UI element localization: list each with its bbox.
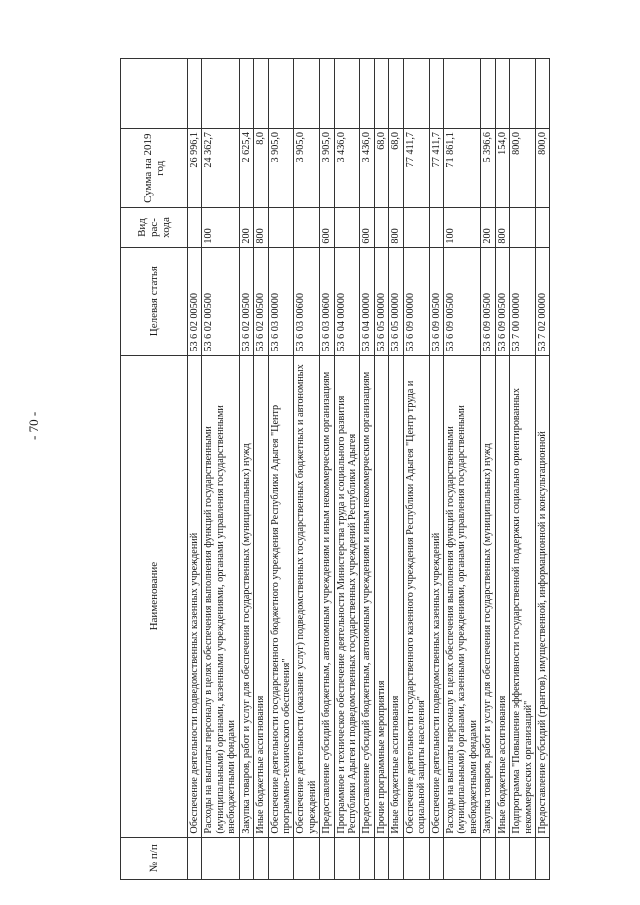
cell-kind: 800 xyxy=(495,208,509,247)
cell-kind: 800 xyxy=(254,208,268,247)
cell-empty xyxy=(495,59,509,129)
cell-kind xyxy=(374,208,388,247)
cell-num xyxy=(535,837,549,879)
header-num: № п/п xyxy=(121,837,188,879)
cell-num xyxy=(268,837,294,879)
cell-name: Предоставление субсидий (грантов), имущественной, информационной и консультационной xyxy=(535,355,549,837)
cell-sum: 26 996,1 xyxy=(188,128,202,207)
table-row xyxy=(389,59,403,880)
cell-name: Обеспечение деятельности государственного бюджетного учреждения Республики Адыгея "Центр программно-технического обеспечения" xyxy=(268,355,294,837)
cell-sum: 3 436,0 xyxy=(334,128,360,207)
cell-sum: 154,0 xyxy=(495,128,509,207)
cell-kind: 100 xyxy=(444,208,481,247)
cell-kind xyxy=(334,208,360,247)
cell-sum: 800,0 xyxy=(510,128,536,207)
table-row xyxy=(334,59,360,880)
cell-kind: 800 xyxy=(389,208,403,247)
cell-kind xyxy=(188,208,202,247)
header-code: Целевая статья xyxy=(121,247,188,355)
cell-code: 53 6 05 00000 xyxy=(389,247,403,355)
cell-kind: 100 xyxy=(202,208,239,247)
cell-name: Обеспечение деятельности подведомственных казенных учреждений xyxy=(188,355,202,837)
cell-empty xyxy=(360,59,374,129)
cell-name: Предоставление субсидий бюджетным, автономным учреждениям и иным некоммерческим организациям xyxy=(360,355,374,837)
table-row xyxy=(188,59,202,880)
cell-name: Обеспечение деятельности (оказание услуг) подведомственных государственных бюджетных и автономных учреждений xyxy=(294,355,320,837)
cell-sum: 68,0 xyxy=(389,128,403,207)
cell-num xyxy=(294,837,320,879)
table-row xyxy=(374,59,388,880)
cell-name: Расходы на выплаты персоналу в целях обеспечения выполнения функций государственными (муниципальными) органами, казенными учреждениями, органами управления государственными внебюджетными фондами xyxy=(202,355,239,837)
table-row xyxy=(510,59,536,880)
table-body xyxy=(188,59,550,880)
cell-code: 53 6 03 00600 xyxy=(294,247,320,355)
table-header-row xyxy=(121,59,188,880)
cell-empty xyxy=(254,59,268,129)
cell-num xyxy=(429,837,443,879)
table-row xyxy=(294,59,320,880)
cell-num xyxy=(403,837,429,879)
cell-empty xyxy=(268,59,294,129)
cell-name: Прочие программные мероприятия xyxy=(374,355,388,837)
cell-kind: 200 xyxy=(239,208,253,247)
table-row xyxy=(360,59,374,880)
cell-code: 53 6 09 00000 xyxy=(403,247,429,355)
cell-code: 53 7 00 00000 xyxy=(510,247,536,355)
cell-code: 53 6 09 00500 xyxy=(495,247,509,355)
cell-kind xyxy=(268,208,294,247)
cell-empty xyxy=(374,59,388,129)
cell-num xyxy=(320,837,334,879)
cell-num xyxy=(510,837,536,879)
cell-sum: 800,0 xyxy=(535,128,549,207)
cell-sum: 8,0 xyxy=(254,128,268,207)
cell-empty xyxy=(334,59,360,129)
header-name: Наименование xyxy=(121,355,188,837)
cell-sum: 3 436,0 xyxy=(360,128,374,207)
cell-name: Обеспечение деятельности подведомственных казенных учреждений xyxy=(429,355,443,837)
cell-kind: 600 xyxy=(320,208,334,247)
table-row xyxy=(254,59,268,880)
header-empty xyxy=(121,59,188,129)
cell-code: 53 6 04 00000 xyxy=(334,247,360,355)
cell-name: Закупка товаров, работ и услуг для обеспечения государственных (муниципальных) нужд xyxy=(239,355,253,837)
table-row xyxy=(429,59,443,880)
cell-code: 53 7 02 00000 xyxy=(535,247,549,355)
cell-num xyxy=(254,837,268,879)
cell-num xyxy=(360,837,374,879)
cell-num xyxy=(239,837,253,879)
cell-sum: 77 411,7 xyxy=(403,128,429,207)
cell-sum: 3 905,0 xyxy=(320,128,334,207)
header-kind: Вид рас-хода xyxy=(121,208,188,247)
cell-sum: 5 396,6 xyxy=(481,128,495,207)
cell-kind xyxy=(294,208,320,247)
cell-code: 53 6 03 00600 xyxy=(320,247,334,355)
cell-kind: 200 xyxy=(481,208,495,247)
table-row xyxy=(481,59,495,880)
cell-empty xyxy=(535,59,549,129)
cell-kind xyxy=(510,208,536,247)
cell-sum: 71 861,1 xyxy=(444,128,481,207)
cell-num xyxy=(444,837,481,879)
cell-name: Иные бюджетные ассигнования xyxy=(389,355,403,837)
cell-code: 53 6 02 00500 xyxy=(202,247,239,355)
cell-num xyxy=(481,837,495,879)
cell-code: 53 6 05 00000 xyxy=(374,247,388,355)
cell-num xyxy=(495,837,509,879)
cell-empty xyxy=(294,59,320,129)
table-row xyxy=(268,59,294,880)
cell-num xyxy=(389,837,403,879)
cell-empty xyxy=(510,59,536,129)
cell-empty xyxy=(320,59,334,129)
cell-kind xyxy=(429,208,443,247)
cell-code: 53 6 09 00500 xyxy=(481,247,495,355)
cell-name: Иные бюджетные ассигнования xyxy=(254,355,268,837)
cell-empty xyxy=(389,59,403,129)
table-row xyxy=(239,59,253,880)
table-row xyxy=(202,59,239,880)
table-row xyxy=(535,59,549,880)
table-row xyxy=(403,59,429,880)
table-row xyxy=(320,59,334,880)
cell-name: Подпрограмма "Повышение эффективности государственной поддержки социально ориентированных некоммерческих организаций" xyxy=(510,355,536,837)
cell-empty xyxy=(481,59,495,129)
budget-table xyxy=(120,58,550,880)
cell-num xyxy=(334,837,360,879)
cell-code: 53 6 09 00500 xyxy=(444,247,481,355)
cell-sum: 68,0 xyxy=(374,128,388,207)
cell-code: 53 6 02 00500 xyxy=(254,247,268,355)
cell-code: 53 6 04 00000 xyxy=(360,247,374,355)
cell-name: Закупка товаров, работ и услуг для обеспечения государственных (муниципальных) нужд xyxy=(481,355,495,837)
cell-name: Иные бюджетные ассигнования xyxy=(495,355,509,837)
cell-num xyxy=(188,837,202,879)
cell-sum: 24 362,7 xyxy=(202,128,239,207)
cell-kind xyxy=(403,208,429,247)
cell-empty xyxy=(403,59,429,129)
cell-num xyxy=(202,837,239,879)
cell-code: 53 6 09 00500 xyxy=(429,247,443,355)
table-row xyxy=(444,59,481,880)
cell-empty xyxy=(429,59,443,129)
cell-kind: 600 xyxy=(360,208,374,247)
cell-empty xyxy=(202,59,239,129)
page-number: - 70 - xyxy=(26,411,41,440)
table-row xyxy=(495,59,509,880)
cell-code: 53 6 02 00500 xyxy=(188,247,202,355)
cell-num xyxy=(374,837,388,879)
cell-code: 53 6 03 00000 xyxy=(268,247,294,355)
cell-name: Расходы на выплаты персоналу в целях обеспечения выполнения функций государственными (муниципальными) органами, казенными учреждениями, органами управления государственными внебюджетными фондами xyxy=(444,355,481,837)
cell-name: Предоставление субсидий бюджетным, автономным учреждениям и иным некоммерческим организациям xyxy=(320,355,334,837)
budget-table-container xyxy=(120,58,550,880)
cell-sum: 3 905,0 xyxy=(294,128,320,207)
cell-sum: 2 625,4 xyxy=(239,128,253,207)
cell-kind xyxy=(535,208,549,247)
cell-name: Программное и техническое обеспечение деятельности Министерства труда и социального развития Республики Адыгея и подведомственных государственных учреждений Республики Адыгея xyxy=(334,355,360,837)
cell-empty xyxy=(188,59,202,129)
cell-empty xyxy=(444,59,481,129)
cell-name: Обеспечение деятельности государственного казенного учреждения Республики Адыгея "Центр труда и социальной защиты населения" xyxy=(403,355,429,837)
cell-empty xyxy=(239,59,253,129)
header-sum: Сумма на 2019 год xyxy=(121,128,188,207)
cell-sum: 3 905,0 xyxy=(268,128,294,207)
cell-sum: 77 411,7 xyxy=(429,128,443,207)
cell-code: 53 6 02 00500 xyxy=(239,247,253,355)
